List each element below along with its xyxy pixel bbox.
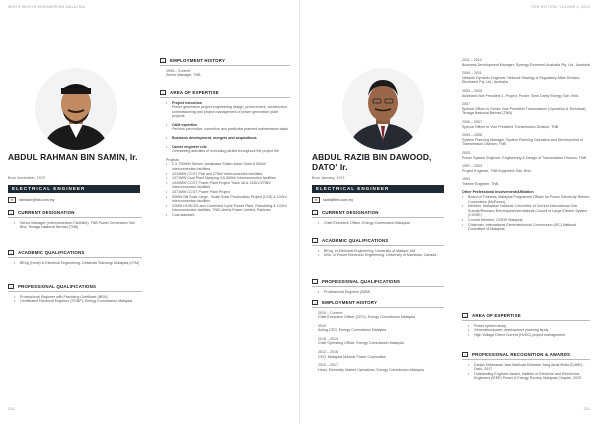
section-title: CURRENT DESIGNATION [322,210,379,215]
list-item: • Outstanding Engineer Award, Institute of Electrical and Electronics Engineers (IEEE) Power & Energy Society, Malaysia Chapter, 2020 [468,372,590,381]
history-period: 2009 – 2011 [462,71,482,76]
project-item: • 1071MW Coal Plant Manjung 4 & 500kV Interconnection facilities [166,176,290,181]
other-involvement-list [462,195,590,232]
expertise-heading: • Project execution [172,100,202,105]
history-period: 1997 – 2003 [462,164,482,169]
history-entry [462,151,590,160]
list-item: • Board of Trustees, Malaysia Programme Officer for Power Electricity Reform Corporation (MyPower) [462,195,590,204]
star-icon: ▪ [160,90,166,95]
section-divider [160,65,290,66]
list-item: • High Voltage Direct Current (HVDC) project management [468,333,590,338]
history-entry [462,102,590,116]
history-position: Business Development Manager, Synergy Ecomeret Australia Pty. Ltd., Australia [462,62,590,67]
person-name: ABDUL RAZIB BIN DAWOOD, DATO' Ir. [312,152,432,172]
expertise-heading: • O&M expertise [172,122,198,127]
professional-qualifications-section [8,284,142,304]
history-period: 1994 [462,177,470,182]
history-position: Special Officer to Vice President Transmission Division, TNB [462,124,559,129]
academic-qualifications-section [8,250,142,265]
section-icon: ▪ [312,210,318,215]
section-divider [312,245,444,246]
section-divider [160,97,290,98]
project-item: • Coal standard [166,213,290,218]
briefcase-icon: ▪ [160,58,166,63]
section-title: PROFESSIONAL RECOGNITION & AWARDS [472,352,571,357]
certificate-icon: ▪ [8,284,14,289]
history-entry [318,324,444,333]
expertise-text: Perform preventive, corrective and predictive planned maintenance tasks [172,127,289,132]
projects-list [166,162,290,217]
expertise-heading: • Business development, mergers and acquisitions [172,136,257,141]
expertise-item [166,145,290,154]
project-item: • 1440MW CCGT Power Plant Project Track 4A & 132kV/275kV interconnection facilities [166,181,290,190]
history-period: 2003 [462,150,470,155]
history-entry [462,71,590,85]
history-period: 2019 [318,323,326,328]
graduation-cap-icon: ▪ [8,250,14,255]
list-item: • MSc. in Power Electronic Engineering, University of Manitoba, Canada [318,253,444,258]
history-entry [318,350,444,359]
right-page [300,0,600,424]
history-entry [462,120,590,129]
email-address[interactable]: razib@tnb.com.my [323,198,354,202]
history-period: 2003 – 2006 [462,133,482,138]
history-position: Special Officer to Senior Vice President Transmission (Operation & Technical), Tenaga Nasional Berhad (TNB) [462,106,587,116]
birth-date: Born January, 1971 [312,176,345,180]
history-entry [318,363,444,372]
history-position: Head, Electricity Market Operations, Energy Commission Malaysia [318,367,424,372]
expertise-heading: • Owner engineer role [172,144,207,149]
envelope-icon: ✉ [312,197,320,203]
list-item: • Generation/power development planning study [468,328,590,333]
area-of-expertise-section [160,90,290,218]
designation-list [8,221,142,230]
section-icon: ▪ [8,210,14,215]
history-period: 2003 – 2009 [462,88,482,93]
section-divider [312,217,444,218]
history-period: 2019 – Current [318,310,342,315]
graduation-cap-icon: ▪ [312,238,318,243]
expertise-item [166,136,290,141]
history-entry [318,337,444,346]
section-title: ACADEMIC QUALIFICATIONS [18,250,85,255]
section-title: PROFESSIONAL QUALIFICATIONS [18,284,97,289]
birth-date: Born November, 1972 [8,176,45,180]
history-entry [318,311,444,320]
history-position: Network Dynamic Engineer, Network Strategy & Regulatory Affair Division, Electranet Pty. Ltd., Australia [462,75,581,85]
list-item: • Chief Executive Officer, Energy Commission Malaysia [318,221,444,226]
recognition-list [462,363,590,381]
list-item: • Professional Engineer with Practising Certificate (BEM) [14,295,142,300]
section-divider [8,257,142,258]
employment-history-section [312,300,444,376]
other-involvement-heading: Other Professional Involvement/Affiliation [462,190,534,195]
history-position: Chief Executive Officer (CEO), Energy Commission Malaysia [318,315,415,320]
list-item: • BEng (Hons) in Electrical Engineering, Universiti Teknologi Malaysia (UTM) [14,261,142,266]
project-item: • 50MW Bili Solar Large - Scale Solar Photovoltaic Project (LSS) & 132kV interconnection facilities [166,195,290,204]
professional-list [312,290,444,295]
section-divider [8,217,142,218]
list-item: • Certificated Electrical Engineer (ST/BP), Energy Commission Malaysia [14,299,142,304]
professional-qualifications-section [312,279,444,294]
designation-list [312,221,444,226]
history-position: Project Engineer, TNB Engineers Sdn. Bhd. [462,168,532,173]
history-period: 2012 – 2018 [318,350,338,355]
history-entry [462,133,590,147]
profile-photo-illustration [35,68,117,150]
history-position: Trainee Engineer, TNB [462,181,499,186]
history-position: CEO, Malaysia Nuclear Power Corporation [318,354,387,359]
profile-photo [35,68,117,150]
project-item: • 22MW HUSCDS and Combined Cycle Power Plant, Rebuilding & 132kV Interconnection facilities, TNB Liberty Power Limited, Pakistan [166,204,290,213]
academic-list [8,261,142,266]
employment-history-section [160,58,290,78]
email-row [8,197,55,203]
history-period: 2007 [462,102,470,107]
history-position: Acting CEO, Energy Commission Malaysia [318,328,387,333]
list-item: • Darjah Kebesaran Jiwa Mahkota Kelantan Yang Amat Mulia (DJMK) - Dato', 2017 [468,363,590,372]
expertise-list [166,101,290,154]
section-title: PROFESSIONAL QUALIFICATIONS [322,279,401,284]
recognition-section [462,352,590,381]
project-item: • 1071MW CCGT Power Plant Project [166,190,290,195]
section-title: AREA OF EXPERTISE [170,90,219,95]
history-position: System Planning Manager, System Planning Operation and Development of Transmission Division, TNB [462,137,583,147]
section-title: ACADEMIC QUALIFICATIONS [322,238,389,243]
history-entry [462,177,590,186]
star-icon: ▪ [462,313,468,318]
history-continued-column [462,58,590,232]
academic-qualifications-section [312,238,444,258]
history-period: 2018 – 2019 [318,336,338,341]
list-item: • Member, Malaysian National Committee of Current International Gas Srande/Reseaux Electriques/International Council of Large Electric System (CIGRE) [462,204,590,218]
list-item: • Power system study [468,324,590,329]
section-title: CURRENT DESIGNATION [18,210,75,215]
expertise-list [462,324,590,338]
project-item: • 1010MW CCGT Prai and 275kV interconnection facilities [166,172,290,177]
list-item: • Council Member, CIGRE Malaysia [462,218,590,223]
area-of-expertise-section [462,313,590,337]
history-period: 2011 – 2012 [462,58,482,62]
section-title: AREA OF EXPERTISE [472,313,521,318]
person-name: ABDUL RAHMAN BIN SAMIN, Ir. [8,152,138,162]
section-divider [462,359,590,360]
section-title: EMPLOYMENT HISTORY [170,58,226,63]
history-period: 2006 – 2007 [462,119,482,124]
current-designation-section [312,210,444,225]
history-entry [462,89,590,98]
list-item: • Professional Engineer (BEM) [318,290,444,295]
section-title: EMPLOYMENT HISTORY [322,300,378,305]
certificate-icon: ▪ [312,279,318,284]
history-position: Power System Engineer, Engineering & Design of Transmission Division, TNB [462,155,586,160]
section-divider [312,307,444,308]
section-divider [8,291,142,292]
envelope-icon: ✉ [8,197,16,203]
academic-list [312,249,444,258]
running-head: TIER EDITION, VOLUME 4, 2024 [530,5,590,9]
employment-position: Senior Manager, TNB [166,73,201,78]
role-band: ELECTRICAL ENGINEER [312,185,444,193]
expertise-item [166,101,290,119]
list-item: • Senior Manager (Interconnection Facilities), TNB Power Generation Sdn Bhd, Tenaga Nasional Berhad (TNB) [14,221,142,230]
current-designation-section [8,210,142,230]
page-number: 211 [583,406,590,411]
award-icon: ▪ [462,352,468,357]
professional-list [8,295,142,304]
list-item: • BEng, in Electrical Engineering, University of Malaya, UM [318,249,444,254]
history-entry [462,164,590,173]
role-band: ELECTRICAL ENGINEER [8,185,140,193]
profile-photo-illustration [342,68,424,150]
profile-photo [342,68,424,150]
email-address[interactable]: rahmanr@tnb.com.my [19,198,55,202]
email-row [312,197,353,203]
section-divider [462,320,590,321]
expertise-text: Power generation project engineering design, procurement, construction, commissioning and project management of power generation plant projects [172,105,288,119]
running-head: WHO'S WHO IN ENGINEERING MALAYSIA [8,5,85,9]
history-entry [462,58,590,67]
list-item: • Chairman, International Electrotechnical Commission (IEC) National Committee of Malaysia [462,223,590,232]
expertise-item [166,123,290,132]
expertise-text: Overseeing activities of executing parties throughout the project life [172,149,279,154]
page-number: 210 [8,406,15,411]
briefcase-icon: ▪ [312,300,318,305]
employment-period: 1993 – Current [166,68,190,73]
history-position: Assistant Vice President 1, Project, Power, Sime Darby Energy Sdn. Bhd. [462,93,579,98]
projects-label: Projects [166,157,179,162]
project-item: • 2 X 700MW Stesen Janakuasa Sultan Azlan Shah & 500kV interconnection facilities [166,162,290,171]
history-period: 2010 – 2017 [318,363,338,368]
section-divider [312,286,444,287]
history-position: Chief Operating Officer, Energy Commission Malaysia [318,341,404,346]
